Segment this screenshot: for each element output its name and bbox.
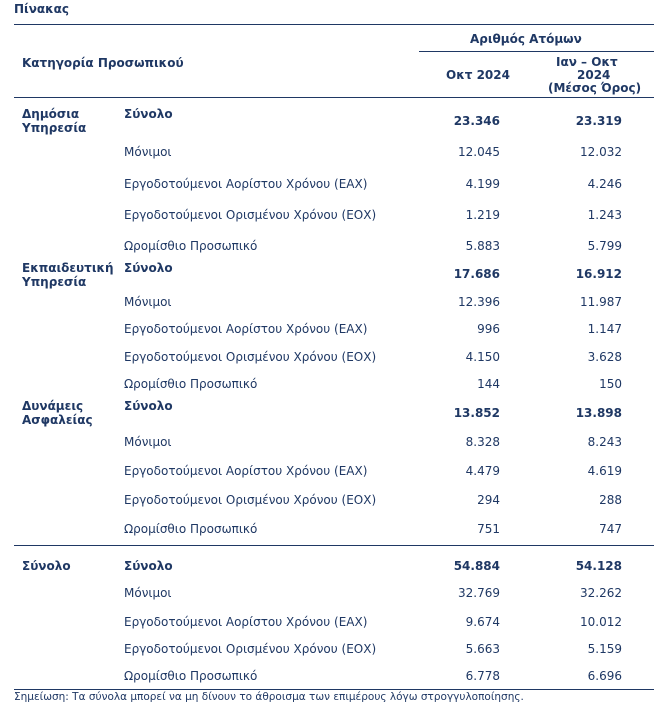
group-header-rule	[419, 51, 654, 52]
total-divider	[14, 545, 654, 546]
value-oct-2024: 32.769	[458, 586, 500, 600]
value-oct-2024: 294	[477, 493, 500, 507]
value-oct-2024: 54.884	[453, 559, 500, 573]
value-jan-oct-2024: 12.032	[580, 145, 622, 159]
page-title: Πίνακας	[14, 2, 70, 16]
value-jan-oct-2024: 54.128	[575, 559, 622, 573]
row-label: Εργοδοτούμενοι Ορισμένου Χρόνου (ΕΟΧ)	[124, 208, 377, 222]
value-oct-2024: 4.479	[465, 464, 500, 478]
value-oct-2024: 1.219	[465, 208, 500, 222]
row-label: Μόνιμοι	[124, 295, 172, 309]
row-label: Εργοδοτούμενοι Αορίστου Χρόνου (ΕΑΧ)	[124, 177, 368, 191]
value-jan-oct-2024: 5.159	[587, 642, 622, 656]
col2-header-line1: Ιαν – Οκτ	[556, 55, 618, 69]
value-oct-2024: 6.778	[465, 669, 500, 683]
row-label: Εργοδοτούμενοι Αορίστου Χρόνου (ΕΑΧ)	[124, 464, 368, 478]
value-oct-2024: 5.663	[465, 642, 500, 656]
value-oct-2024: 8.328	[465, 435, 500, 449]
value-jan-oct-2024: 4.246	[587, 177, 622, 191]
value-jan-oct-2024: 150	[599, 377, 622, 391]
value-oct-2024: 17.686	[453, 267, 500, 281]
category-label: Δυνάμεις Ασφαλείας	[22, 399, 93, 427]
value-oct-2024: 751	[477, 522, 500, 536]
row-label: Ωρομίσθιο Προσωπικό	[124, 522, 258, 536]
header-top-rule	[14, 24, 654, 25]
row-label: Σύνολο	[124, 107, 173, 121]
value-oct-2024: 144	[477, 377, 500, 391]
value-oct-2024: 996	[477, 322, 500, 336]
value-jan-oct-2024: 747	[599, 522, 622, 536]
value-oct-2024: 4.150	[465, 350, 500, 364]
row-label: Εργοδοτούμενοι Αορίστου Χρόνου (ΕΑΧ)	[124, 615, 368, 629]
row-label: Σύνολο	[124, 399, 173, 413]
col1-header: Οκτ 2024	[446, 68, 510, 82]
value-oct-2024: 12.045	[458, 145, 500, 159]
row-label: Σύνολο	[124, 559, 173, 573]
row-label: Ωρομίσθιο Προσωπικό	[124, 239, 258, 253]
value-oct-2024: 4.199	[465, 177, 500, 191]
value-jan-oct-2024: 16.912	[575, 267, 622, 281]
value-jan-oct-2024: 32.262	[580, 586, 622, 600]
category-label: Εκπαιδευτική Υπηρεσία	[22, 261, 114, 289]
value-oct-2024: 9.674	[465, 615, 500, 629]
col2-header-line3: (Μέσος Όρος)	[548, 81, 642, 95]
row-label: Μόνιμοι	[124, 145, 172, 159]
value-oct-2024: 23.346	[453, 114, 500, 128]
value-jan-oct-2024: 288	[599, 493, 622, 507]
value-jan-oct-2024: 11.987	[580, 295, 622, 309]
value-jan-oct-2024: 13.898	[575, 406, 622, 420]
table-bottom-rule	[14, 689, 654, 690]
value-oct-2024: 12.396	[458, 295, 500, 309]
value-jan-oct-2024: 1.147	[587, 322, 622, 336]
row-label: Ωρομίσθιο Προσωπικό	[124, 669, 258, 683]
footnote: Σημείωση: Τα σύνολα μπορεί να μη δίνουν το άθροισμα των επιμέρους λόγω στρογγυλοποίησης.	[14, 691, 524, 703]
value-oct-2024: 5.883	[465, 239, 500, 253]
row-label: Σύνολο	[124, 261, 173, 275]
category-header: Κατηγορία Προσωπικού	[22, 56, 184, 70]
value-jan-oct-2024: 10.012	[580, 615, 622, 629]
col2-header-line2: 2024	[577, 68, 611, 82]
row-label: Εργοδοτούμενοι Ορισμένου Χρόνου (ΕΟΧ)	[124, 350, 377, 364]
value-jan-oct-2024: 6.696	[587, 669, 622, 683]
category-label: Σύνολο	[22, 559, 71, 573]
row-label: Ωρομίσθιο Προσωπικό	[124, 377, 258, 391]
category-label: Δημόσια Υπηρεσία	[22, 107, 87, 135]
row-label: Μόνιμοι	[124, 586, 172, 600]
group-header: Αριθμός Ατόμων	[470, 32, 582, 46]
header-bottom-rule	[14, 97, 654, 98]
value-jan-oct-2024: 3.628	[587, 350, 622, 364]
row-label: Εργοδοτούμενοι Ορισμένου Χρόνου (ΕΟΧ)	[124, 493, 377, 507]
row-label: Μόνιμοι	[124, 435, 172, 449]
value-jan-oct-2024: 5.799	[587, 239, 622, 253]
row-label: Εργοδοτούμενοι Ορισμένου Χρόνου (ΕΟΧ)	[124, 642, 377, 656]
value-jan-oct-2024: 1.243	[587, 208, 622, 222]
value-jan-oct-2024: 8.243	[587, 435, 622, 449]
row-label: Εργοδοτούμενοι Αορίστου Χρόνου (ΕΑΧ)	[124, 322, 368, 336]
value-jan-oct-2024: 4.619	[587, 464, 622, 478]
value-jan-oct-2024: 23.319	[575, 114, 622, 128]
value-oct-2024: 13.852	[453, 406, 500, 420]
